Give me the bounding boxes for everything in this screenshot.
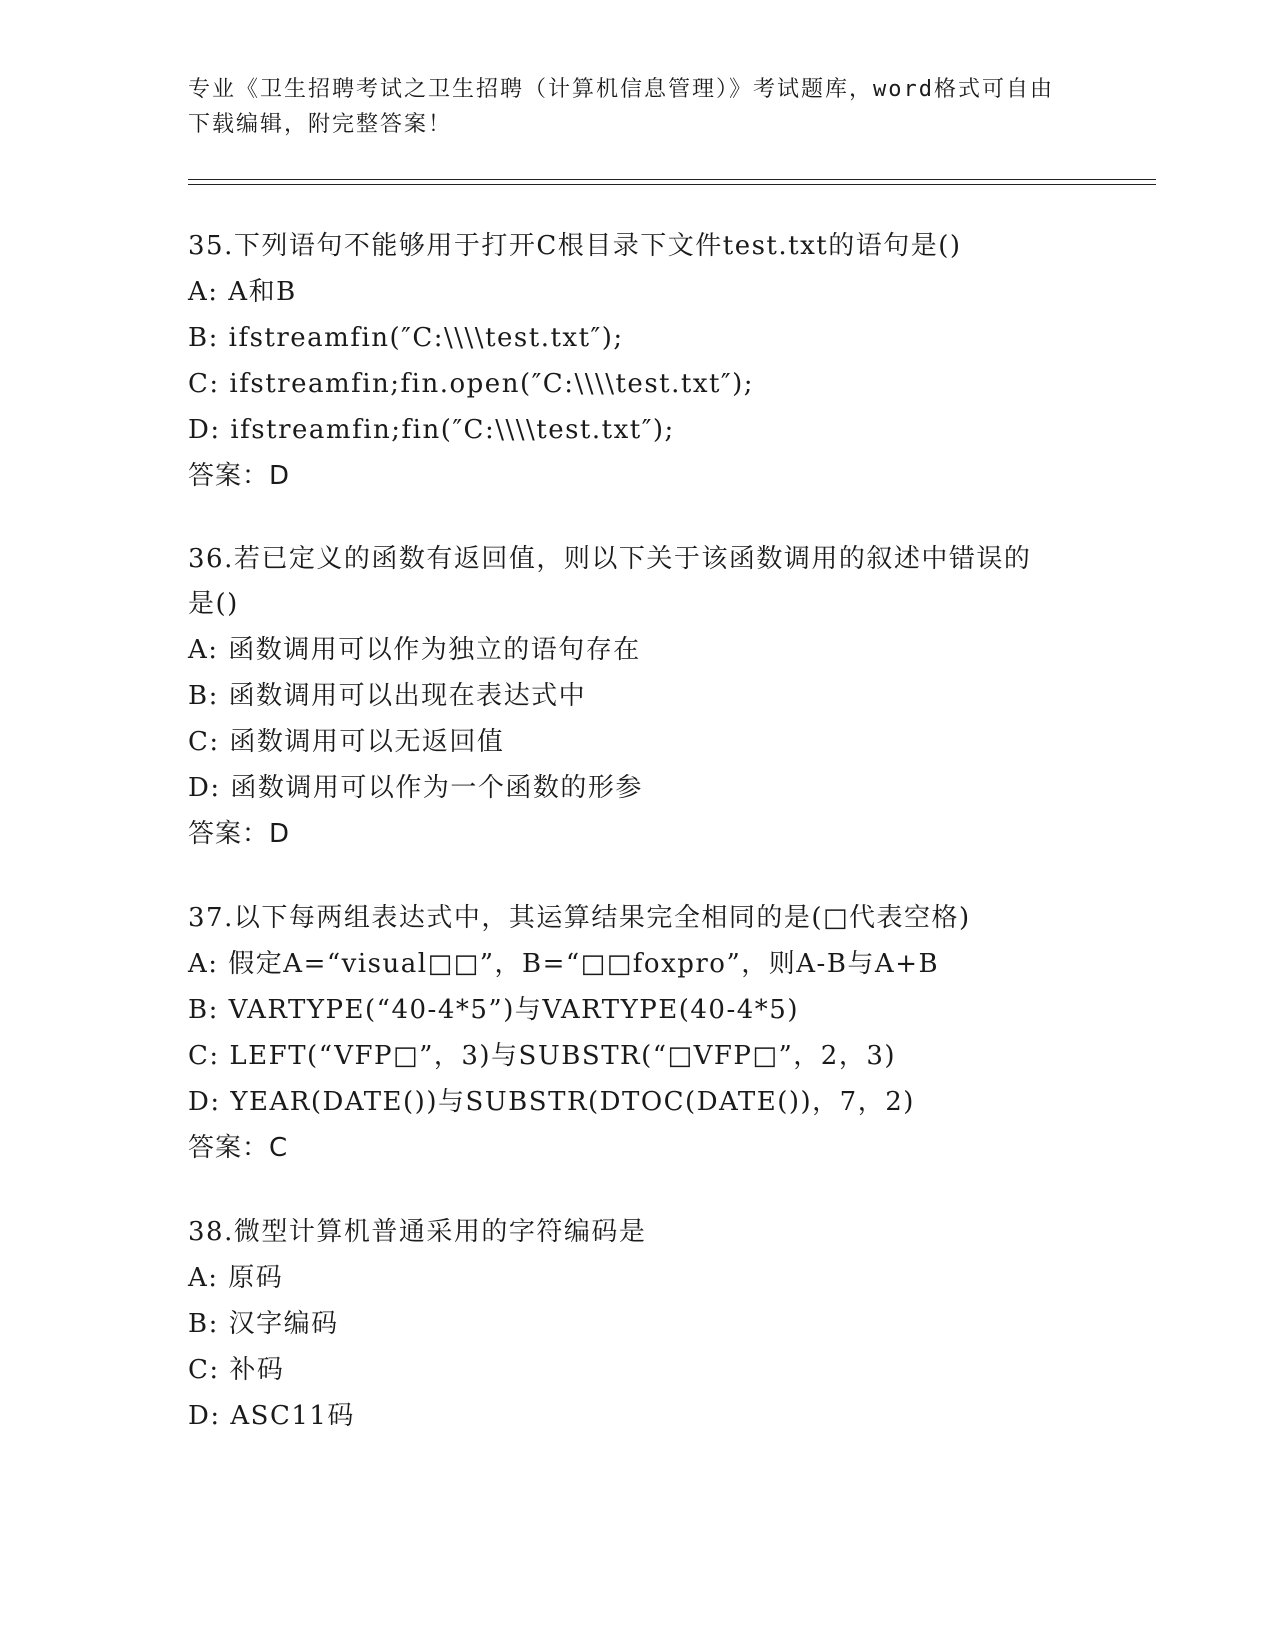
question-stem: 35.下列语句不能够用于打开C根目录下文件test.txt的语句是() (188, 231, 962, 261)
answer-line: 答案：D (188, 819, 291, 849)
option-c: C: 函数调用可以无返回值 (188, 727, 505, 757)
header-divider-bottom (188, 184, 1156, 185)
option-d: D: 函数调用可以作为一个函数的形参 (188, 773, 643, 803)
question-35 (188, 223, 1088, 499)
option-a: A: 原码 (188, 1263, 284, 1293)
option-c: C: 补码 (188, 1355, 285, 1385)
option-c: C: ifstreamfin;fin.open(″C:\\\\test.txt″); (188, 369, 755, 399)
option-c: C: LEFT(“VFP□”，3)与SUBSTR(“□VFP□”，2，3) (188, 1041, 897, 1071)
option-d: D: ifstreamfin;fin(″C:\\\\test.txt″); (188, 415, 675, 445)
option-a: A: A和B (188, 277, 297, 307)
question-36 (188, 537, 1048, 857)
option-d: D: ASC11码 (188, 1401, 355, 1431)
option-b: B: 函数调用可以出现在表达式中 (188, 681, 587, 711)
option-d: D: YEAR(DATE())与SUBSTR(DTOC(DATE())，7，2) (188, 1087, 915, 1117)
question-stem: 37.以下每两组表达式中，其运算结果完全相同的是(□代表空格) (188, 903, 971, 933)
option-b: B: ifstreamfin(″C:\\\\test.txt″); (188, 323, 624, 353)
answer-line: 答案：D (188, 461, 291, 491)
option-a: A: 假定A=“visual□□”，B=“□□foxpro”，则A-B与A+B (188, 949, 940, 979)
question-stem: 38.微型计算机普通采用的字符编码是 (188, 1217, 647, 1247)
header-divider-top (188, 179, 1156, 180)
question-stem: 36.若已定义的函数有返回值，则以下关于该函数调用的叙述中错误的是() (188, 544, 1032, 619)
option-b: B: VARTYPE(“40-4*5”)与VARTYPE(40-4*5) (188, 995, 799, 1025)
document-header: 专业《卫生招聘考试之卫生招聘（计算机信息管理）》考试题库，word格式可自由下载编辑，附完整答案！ (188, 77, 1054, 137)
option-a: A: 函数调用可以作为独立的语句存在 (188, 635, 641, 665)
option-b: B: 汉字编码 (188, 1309, 339, 1339)
question-38 (188, 1209, 1088, 1439)
question-37 (188, 895, 1088, 1171)
answer-line: 答案：C (188, 1133, 289, 1163)
